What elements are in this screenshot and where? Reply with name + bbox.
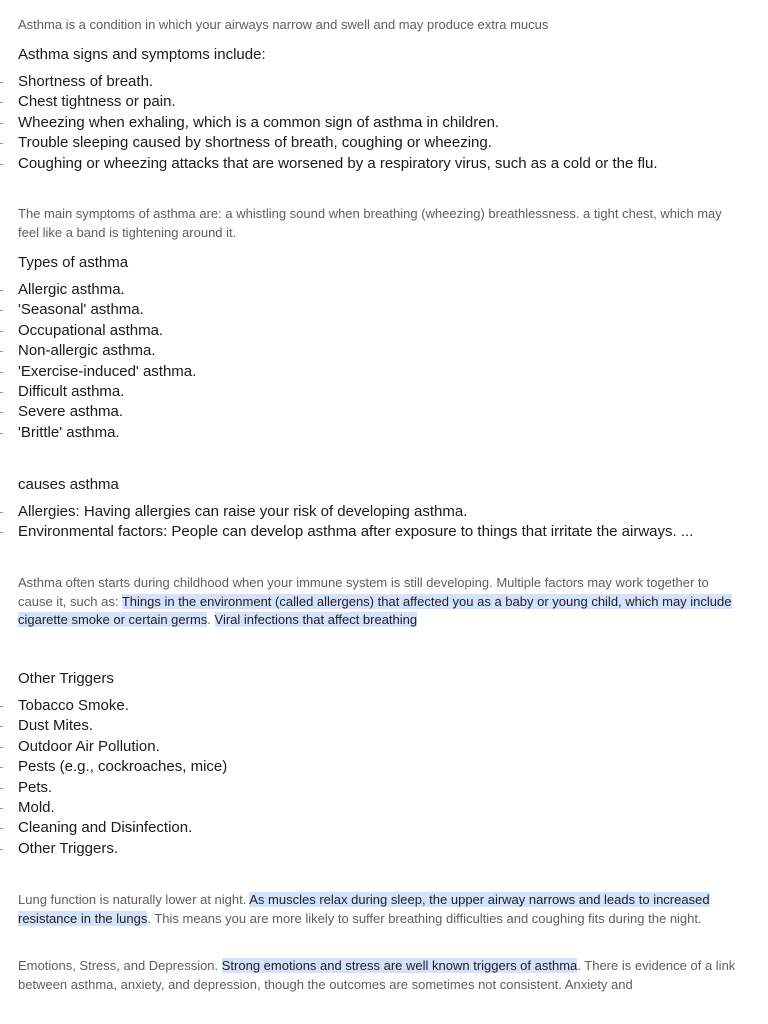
types-heading: Types of asthma [18, 254, 129, 271]
childhood-text [18, 574, 746, 630]
list-item: Coughing or wheezing attacks that are worsened by a respiratory virus, such as a cold or the flu. [18, 154, 658, 174]
list-item: Non-allergic asthma. [18, 341, 196, 361]
night-text [18, 891, 746, 928]
childhood-text-1: Asthma often starts during childhood when your immune system is still developing. Multiple factors may work together to cause it, such as: [18, 575, 709, 609]
causes-list [18, 502, 693, 543]
highlighted-text: Viral infections that affect breathing [214, 612, 418, 627]
list-item: Pets. [18, 778, 227, 798]
intro-text: Asthma is a condition in which your airways narrow and swell and may produce extra mucus [18, 17, 549, 32]
signs-heading: Asthma signs and symptoms include: [18, 46, 266, 63]
list-item: Tobacco Smoke. [18, 696, 227, 716]
list-item: Dust Mites. [18, 716, 227, 736]
list-item: Other Triggers. [18, 839, 227, 859]
list-item: 'Exercise-induced' asthma. [18, 362, 196, 382]
emotions-text [18, 957, 746, 994]
highlighted-text: As muscles relax during sleep, the upper airway narrows and leads to increased resistance in the lungs [18, 892, 710, 926]
list-item: Cleaning and Disinfection. [18, 818, 227, 838]
signs-list [18, 72, 658, 174]
emotions-text-1: Emotions, Stress, and Depression. [18, 958, 222, 973]
list-item: 'Seasonal' asthma. [18, 300, 196, 320]
list-item: Occupational asthma. [18, 321, 196, 341]
triggers-list [18, 696, 227, 859]
list-item: 'Brittle' asthma. [18, 423, 196, 443]
night-text-1: Lung function is naturally lower at night. [18, 892, 250, 907]
types-list [18, 280, 196, 443]
list-item: Chest tightness or pain. [18, 92, 658, 112]
list-item: Trouble sleeping caused by shortness of breath, coughing or wheezing. [18, 133, 658, 153]
list-item: Allergic asthma. [18, 280, 196, 300]
list-item: Wheezing when exhaling, which is a common sign of asthma in children. [18, 113, 658, 133]
list-item: Allergies: Having allergies can raise your risk of developing asthma. [18, 502, 693, 522]
list-item: Outdoor Air Pollution. [18, 737, 227, 757]
list-item: Pests (e.g., cockroaches, mice) [18, 757, 227, 777]
childhood-text-2: . [207, 612, 215, 627]
list-item: Environmental factors: People can develop asthma after exposure to things that irritate the airways. ... [18, 522, 693, 542]
highlighted-text: Things in the environment (called allergens) that affected you as a baby or young child, which may include cigarette smoke or certain germs [18, 593, 732, 627]
list-item: Severe asthma. [18, 402, 196, 422]
list-item: Difficult asthma. [18, 382, 196, 402]
list-item: Shortness of breath. [18, 72, 658, 92]
list-item: Mold. [18, 798, 227, 818]
night-text-2: . This means you are more likely to suffer breathing difficulties and coughing fits during the night. [147, 910, 702, 926]
causes-heading: causes asthma [18, 476, 119, 493]
emotions-text-2: . There is evidence of a link between asthma, anxiety, and depression, though the outcomes are sometimes not consistent. Anxiety and [18, 958, 736, 992]
triggers-heading: Other Triggers [18, 670, 114, 687]
main-symptoms-text: The main symptoms of asthma are: a whistling sound when breathing (wheezing) breathlessness. a tight chest, which may feel like a band is tightening around it. [18, 206, 722, 240]
highlighted-text: Strong emotions and stress are well known triggers of asthma [221, 958, 578, 973]
